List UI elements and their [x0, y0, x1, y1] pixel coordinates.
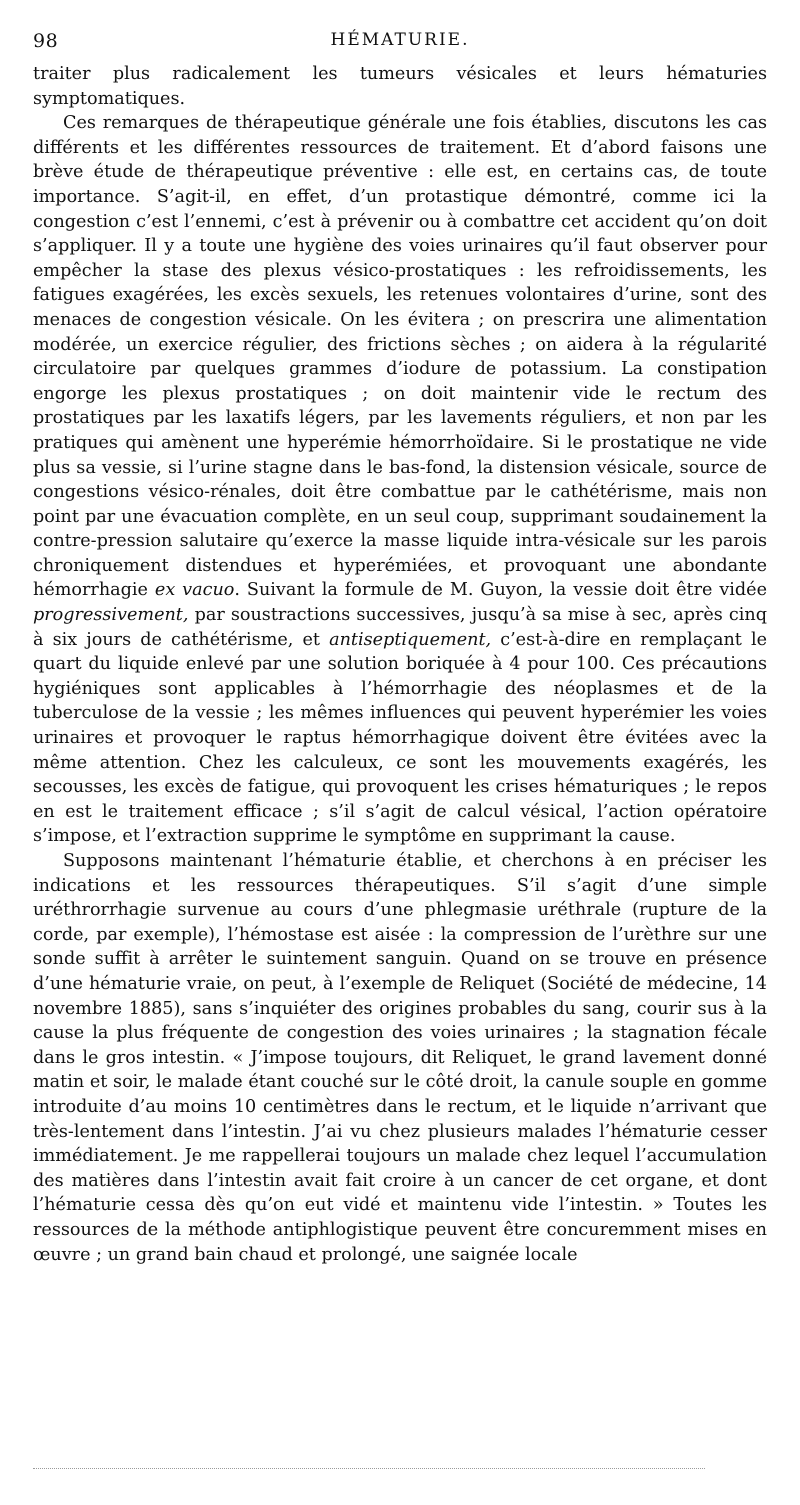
paragraph	[33, 111, 767, 849]
body-text	[33, 62, 767, 1267]
paragraph	[33, 62, 767, 111]
italic-text-run: ex vacuo	[154, 580, 235, 601]
footer-dotted-line	[33, 1468, 705, 1469]
text-run: . Suivant la formule de M. Guyon, la vessie doit être vidée	[234, 580, 767, 601]
text-run: Supposons maintenant l’hématurie établie, et cherchons à en préciser les indications et les ressources thérapeutiques. S’il s’agit d’une simple uréthrorrhagie survenue au cours d’une phlegmasie uréthrale (rupture de la corde, par exemple), l’hémostase est aisée : la compression de l’urèthre sur une sonde suffit à arrêter le suintement sanguin. Quand on se trouve en présence d’une hématurie vraie, on peut, à l’exemple de Reliquet (Société de médecine, 14 novembre 1885), sans s’inquiéter des origines probables du sang, courir sus à la cause la plus fréquente de congestion des voies urinaires ; la stagnation fécale dans le gros intestin. « J’impose toujours, dit Reliquet, le grand lavement donné matin et soir, le malade étant couché sur le côté droit, la canule souple en gomme introduite d’au moins 10 centimètres dans le rectum, et le liquide n’arrivant que très-lentement dans l’intestin. J’ai vu chez plusieurs malades l’hématurie cesser immédiatement. Je me rappellerai toujours un malade chez lequel l’accumulation des matières dans l’intestin avait fait croire à un cancer de cet organe, et dont l’hématurie cessa dès qu’on eut vidé et maintenu vide l’intestin. » Toutes les ressources de la méthode antiphlogistique peuvent être concuremment mises en œuvre ; un grand bain chaud et prolongé, une saignée locale	[33, 851, 767, 1265]
italic-text-run: antiseptiquement,	[329, 629, 492, 650]
paragraph	[33, 849, 767, 1267]
running-title: HÉMATURIE.	[330, 30, 470, 50]
text-run: c’est-à-dire en remplaçant le quart du liquide enlevé par une solution boriquée à 4 pour 100. Ces précautions hygiéniques sont applicables à l’hémorrhagie des néoplasmes et de la tuberculose de la vessie ; les mêmes influences qui peuvent hyperémier les voies urinaires et provoquer le raptus hémorrhagique doivent être évitées avec la même attention. Chez les calculeux, ce sont les mouvements exagérés, les secousses, les excès de fatigue, qui provoquent les crises hématuriques ; le repos en est le traitement efficace ; s’il s’agit de calcul vésical, l’action opératoire s’impose, et l’extraction supprime le symptôme en supprimant la cause.	[33, 629, 767, 847]
text-run: traiter plus radicalement les tumeurs vésicales et leurs hématuries symptomatiques.	[33, 64, 767, 109]
italic-text-run: progressivement,	[33, 605, 189, 626]
page-header	[33, 30, 767, 56]
page-number: 98	[33, 30, 59, 52]
text-run: Ces remarques de thérapeutique générale une fois établies, discutons les cas différents et les différentes ressources de traitement. Et d’abord faisons une brève étude de thérapeutique préventive : elle est, en certains cas, de toute importance. S’agit-il, en effet, d’un protastique démontré, comme ici la congestion c’est l’ennemi, c’est à prévenir ou à combattre cet accident qu’on doit s’appliquer. Il y a toute une hygiène des voies urinaires qu’il faut observer pour empêcher la stase des plexus vésico-prostatiques : les refroidissements, les fatigues exagérées, les excès sexuels, les retenues volontaires d’urine, sont des menaces de congestion vésicale. On les évitera ; on prescrira une alimentation modérée, un exercice régulier, des frictions sèches ; on aidera à la régularité circulatoire par quelques grammes d’iodure de potassium. La constipation engorge les plexus prostatiques ; on doit maintenir vide le rectum des prostatiques par les laxatifs légers, par les lavements réguliers, et non par les pratiques qui amènent une hyperémie hémorrhoïdaire. Si le prostatique ne vide plus sa vessie, si l’urine stagne dans le bas-fond, la distension vésicale, source de congestions vésico-rénales, doit être combattue par le cathétérisme, mais non point par une évacuation complète, en un seul coup, supprimant soudainement la contre-pression salutaire qu’exerce la masse liquide intra-vésicale sur les parois chroniquement distendues et hyperémiées, et provoquant une abondante hémorrhagie	[33, 113, 767, 601]
text-run: par soustractions successives, jusqu’à sa mise à sec, après cinq à six jours de cathétérisme, et	[33, 605, 767, 650]
